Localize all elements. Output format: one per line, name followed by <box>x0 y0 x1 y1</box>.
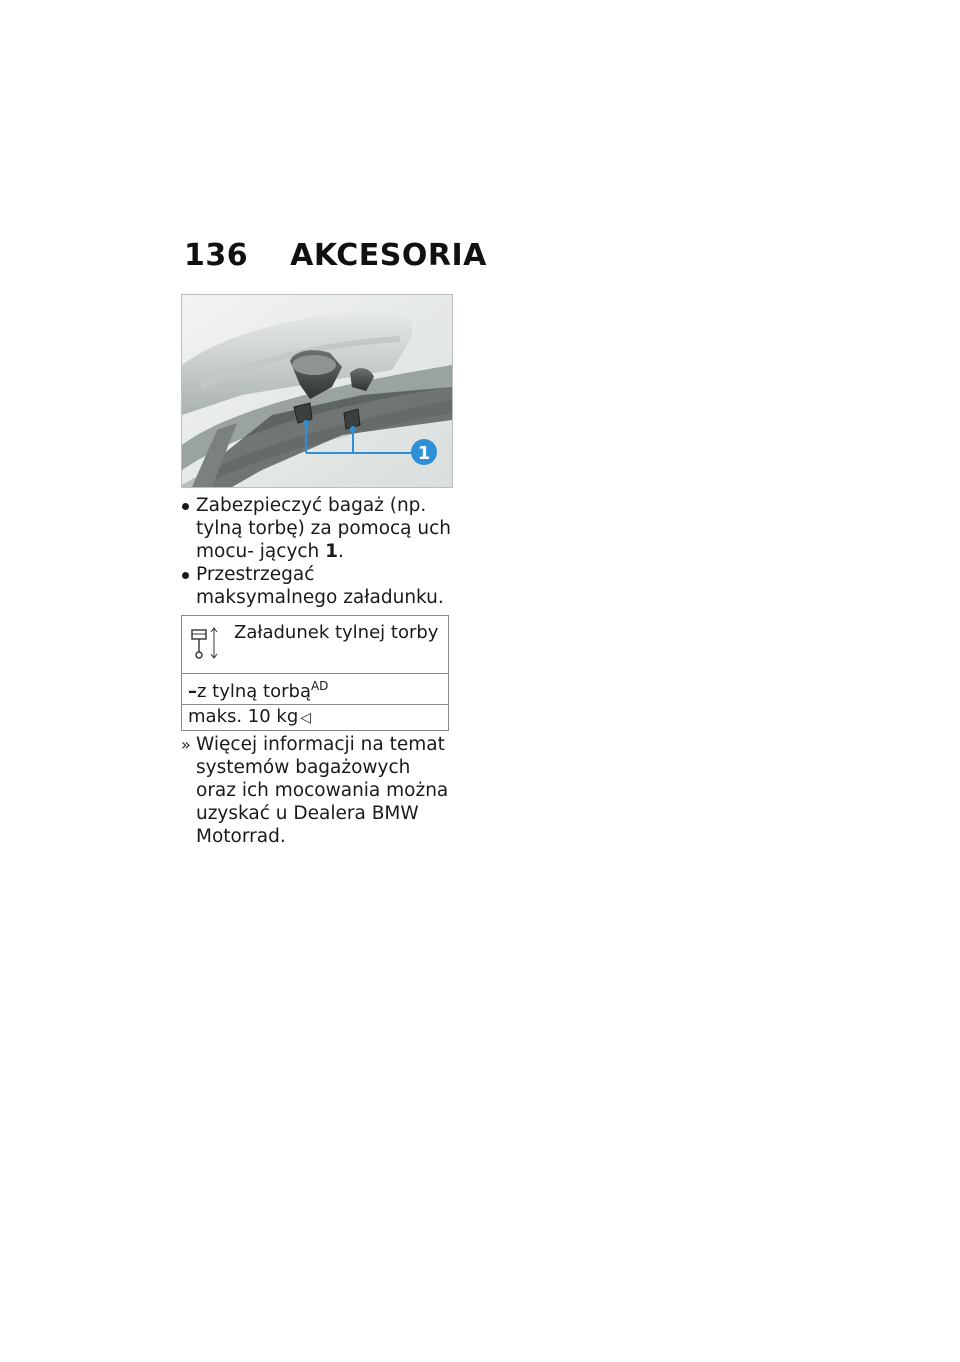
page-header <box>184 238 487 273</box>
code-superscript: AD <box>310 679 329 693</box>
callout-label: 1 <box>417 443 431 464</box>
spec-condition: –z tylną torbą$^{AD}$ <box>182 674 449 705</box>
page-number: 136 <box>184 238 249 273</box>
bullet-icon <box>182 503 189 510</box>
bullet-icon <box>182 572 189 579</box>
luggage-weight-icon <box>190 626 218 660</box>
instructions <box>181 494 453 867</box>
section-title: AKCESORIA <box>290 238 487 273</box>
load-spec-table <box>181 615 449 731</box>
list-item: Zabezpieczyć bagaż (np. tylną torbę) za pomocą uch mocu- jących 1. <box>181 494 453 563</box>
list-item: Przestrzegać maksymalnego załadunku. <box>181 563 453 609</box>
spec-title: Załadunek tylnej torby <box>234 622 439 643</box>
luggage-strap-illustration <box>181 294 453 488</box>
end-mark-icon: ◁ <box>300 710 312 726</box>
double-chevron-icon: » <box>181 735 191 754</box>
more-info: » Więcej informacji na temat systemów bagażowych oraz ich mocowania można uzyskać u Dealera BMW Motorrad. <box>181 734 449 847</box>
reference-number: 1 <box>325 541 339 562</box>
spec-value: maks. 10 kg ◁ <box>182 705 449 731</box>
